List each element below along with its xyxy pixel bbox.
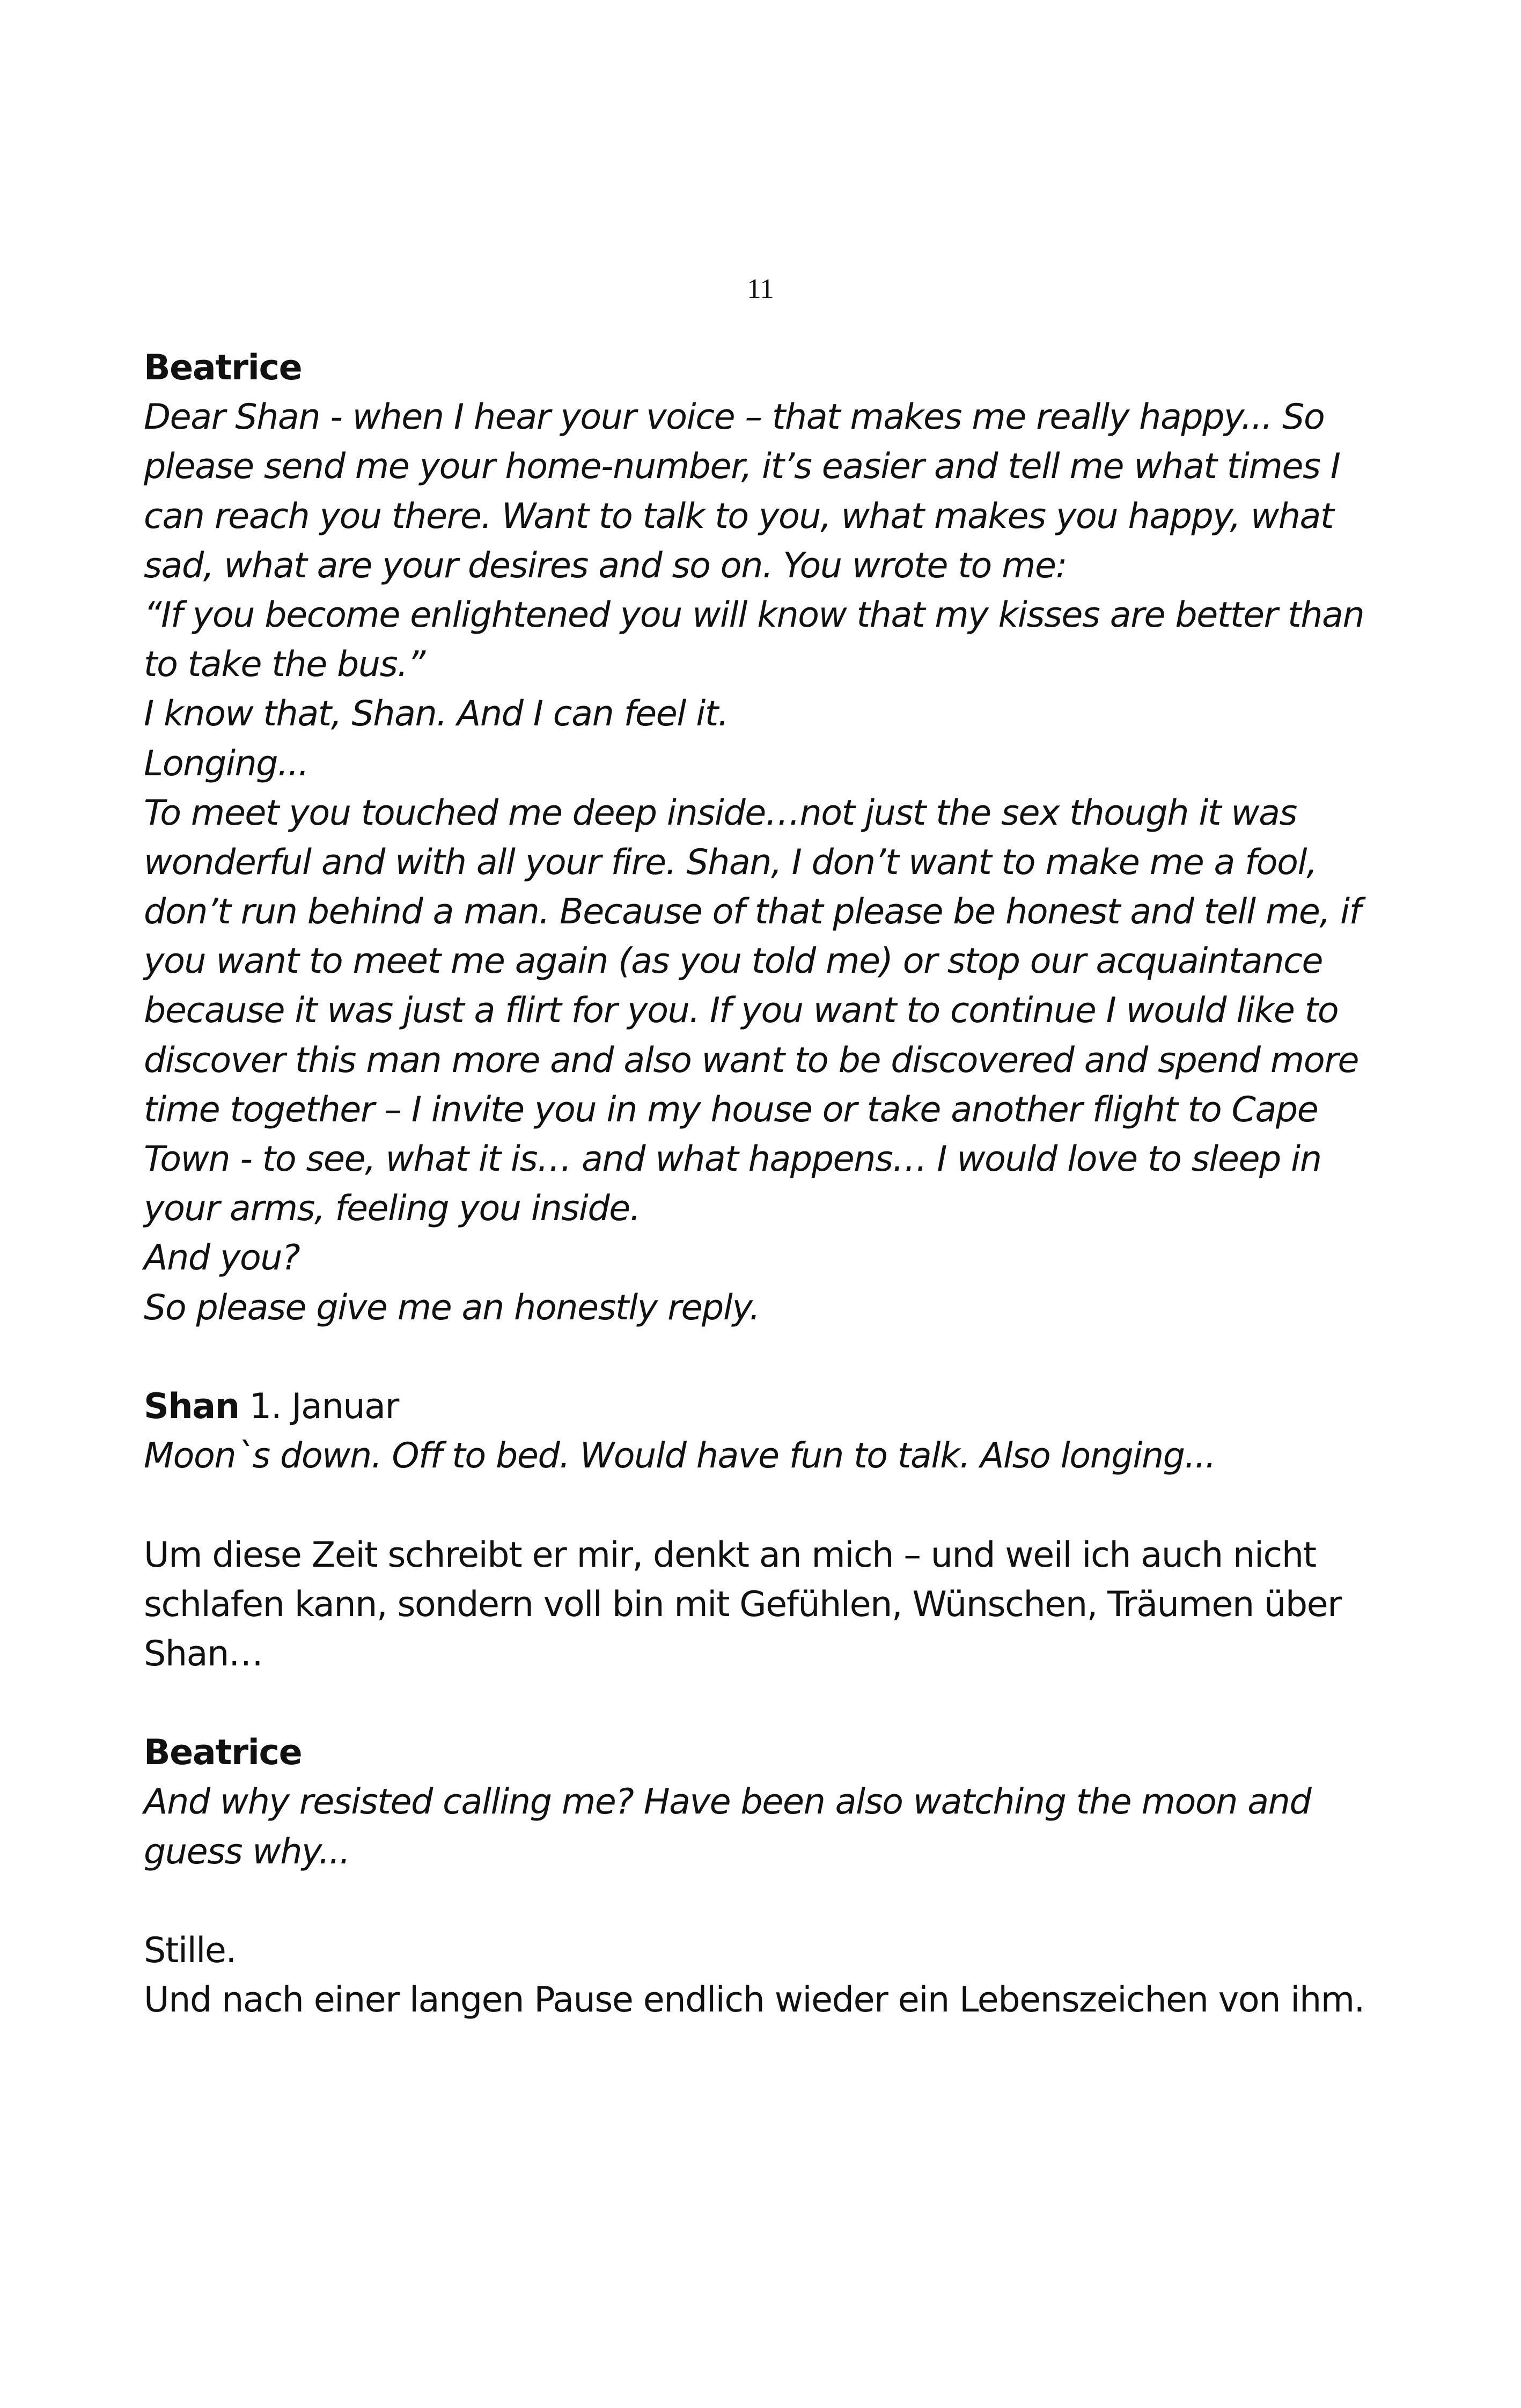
message-line: discover this man more and also want to be discovered and spend more [144, 1040, 1359, 1081]
message-line: sad, what are your desires and so on. You wrote to me: [144, 545, 1067, 586]
message-line: guess why... [144, 1831, 350, 1872]
message-line: wonderful and with all your fire. Shan, I don’t want to make me a fool, [144, 842, 1317, 883]
speaker-name: Beatrice [144, 1732, 302, 1773]
message-line: “If you become enlightened you will know that my kisses are better than [144, 594, 1364, 635]
message-line: Dear Shan - when I hear your voice – that makes me really happy... So [144, 397, 1325, 438]
message-line: To meet you touched me deep inside…not just the sex though it was [144, 792, 1297, 833]
message-line: Town - to see, what it is… and what happens… I would love to sleep in [144, 1139, 1321, 1179]
message-block [144, 343, 1394, 1333]
speaker-name: Beatrice [144, 348, 302, 388]
paragraph-spacer [144, 1333, 1394, 1382]
message-line: you want to meet me again (as you told me) or stop our acquaintance [144, 941, 1323, 982]
message-line: your arms, feeling you inside. [144, 1188, 641, 1229]
message-line: So please give me an honestly reply. [144, 1287, 760, 1328]
paragraph-spacer [144, 1877, 1394, 1926]
narration-line: Um diese Zeit schreibt er mir, denkt an mich – und weil ich auch nicht [144, 1535, 1316, 1575]
narration-block [144, 1926, 1394, 2025]
narration-block [144, 1531, 1394, 1679]
paragraph-spacer [144, 1679, 1394, 1728]
message-line: And why resisted calling me? Have been also watching the moon and [144, 1782, 1311, 1823]
message-line: Moon`s down. Off to bed. Would have fun to talk. Also longing... [144, 1436, 1216, 1477]
message-line: please send me your home-number, it’s easier and tell me what times I [144, 446, 1340, 487]
paragraph-spacer [144, 1481, 1394, 1530]
narration-line: Stille. [144, 1930, 236, 1971]
page-content [144, 343, 1394, 2025]
narration-line: schlafen kann, sondern voll bin mit Gefühlen, Wünschen, Träumen über [144, 1584, 1341, 1625]
message-line: I know that, Shan. And I can feel it. [144, 694, 729, 735]
message-line: Longing... [144, 743, 308, 784]
message-block [144, 1382, 1394, 1481]
message-block [144, 1728, 1394, 1877]
message-date: 1. Januar [239, 1386, 399, 1427]
narration-line: Shan… [144, 1633, 263, 1674]
message-line: don’t run behind a man. Because of that please be honest and tell me, if [144, 892, 1361, 933]
message-line: And you? [144, 1238, 300, 1279]
page-number: 11 [747, 274, 774, 304]
speaker-name: Shan [144, 1386, 239, 1427]
narration-line: Und nach einer langen Pause endlich wieder ein Lebenszeichen von ihm. [144, 1980, 1364, 2021]
message-line: because it was just a flirt for you. If you want to continue I would like to [144, 990, 1339, 1031]
message-line: can reach you there. Want to talk to you, what makes you happy, what [144, 496, 1334, 537]
speaker-heading [144, 1382, 1394, 1431]
message-line: to take the bus.” [144, 644, 425, 685]
message-line: time together – I invite you in my house or take another flight to Cape [144, 1089, 1318, 1130]
